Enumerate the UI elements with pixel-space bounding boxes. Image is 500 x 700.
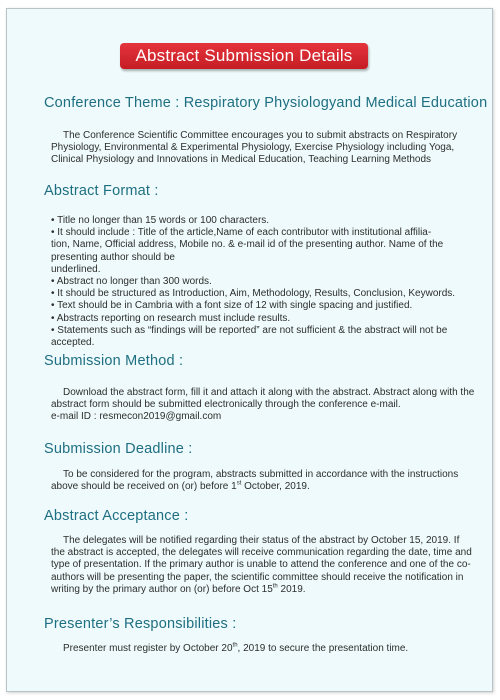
format-line: underlined. xyxy=(51,263,101,275)
format-line: presenting author should be xyxy=(51,251,175,263)
presenter-responsibilities-text: Presenter must register by October 20th, 2019 to secure the presentation time. xyxy=(63,642,409,654)
conference-theme-text: The Conference Scientific Committee encourages you to submit abstracts on Respiratory Physiology, Environmental & Experimental Physiology, Exercise Physiology including Yoga, Clinical Physiology and Innovations in Medical Education, Teaching Learning Methods xyxy=(51,130,458,166)
format-line: • It should be structured as Introduction, Aim, Methodology, Results, Conclusion, Keywords. xyxy=(51,288,456,300)
presenter-responsibilities-heading: Presenter’s Responsibilities : xyxy=(44,616,237,632)
format-line: • Abstracts reporting on research must include results. xyxy=(51,312,291,324)
format-line: • It should include : Title of the article,Name of each contributor with institutional affilia- xyxy=(51,227,432,239)
format-line: • Abstract no longer than 300 words. xyxy=(51,276,212,288)
format-line: • Text should be in Cambria with a font size of 12 with single spacing and justified. xyxy=(51,300,413,312)
submission-deadline-heading: Submission Deadline : xyxy=(44,441,193,457)
format-line: • Statements such as “findings will be reported” are not sufficient & the abstract will not be xyxy=(51,324,448,336)
document-page xyxy=(6,8,493,692)
abstract-acceptance-heading: Abstract Acceptance : xyxy=(44,508,189,524)
format-line: accepted. xyxy=(51,337,95,349)
submission-email: e-mail ID : resmecon2019@gmail.com xyxy=(51,411,222,423)
abstract-format-list xyxy=(51,215,476,349)
abstract-format-heading: Abstract Format : xyxy=(44,183,159,199)
conference-theme-heading: Conference Theme : Respiratory Physiologyand Medical Education xyxy=(44,95,488,111)
abstract-acceptance-text: The delegates will be notified regarding their status of the abstract by October 15, 2019. If the abstract is accepted, the delegates will receive communication regarding the date, time and type of presentation. If the primary author is unable to attend the conference and one of the co-authors will be presenting the paper, the scientific committee should receive the notification in writing by the primary author on (or) before Oct 15th 2019. xyxy=(51,535,472,595)
submission-method-heading: Submission Method : xyxy=(44,353,184,369)
format-line: • Title no longer than 15 words or 100 characters. xyxy=(51,215,270,226)
format-line: tion, Name, Official address, Mobile no. & e-mail id of the presenting author. Name of the xyxy=(51,239,444,251)
submission-method-text xyxy=(51,387,476,424)
submission-method-paragraph: Download the abstract form, fill it and attach it along with the abstract. Abstract along with the abstract form should be submitted electronically through the conference e-mail. xyxy=(51,387,475,411)
page-title-banner: Abstract Submission Details xyxy=(120,43,368,69)
submission-deadline-text: To be considered for the program, abstracts submitted in accordance with the instructions above should be received on (or) before 1st October, 2019. xyxy=(51,469,459,493)
